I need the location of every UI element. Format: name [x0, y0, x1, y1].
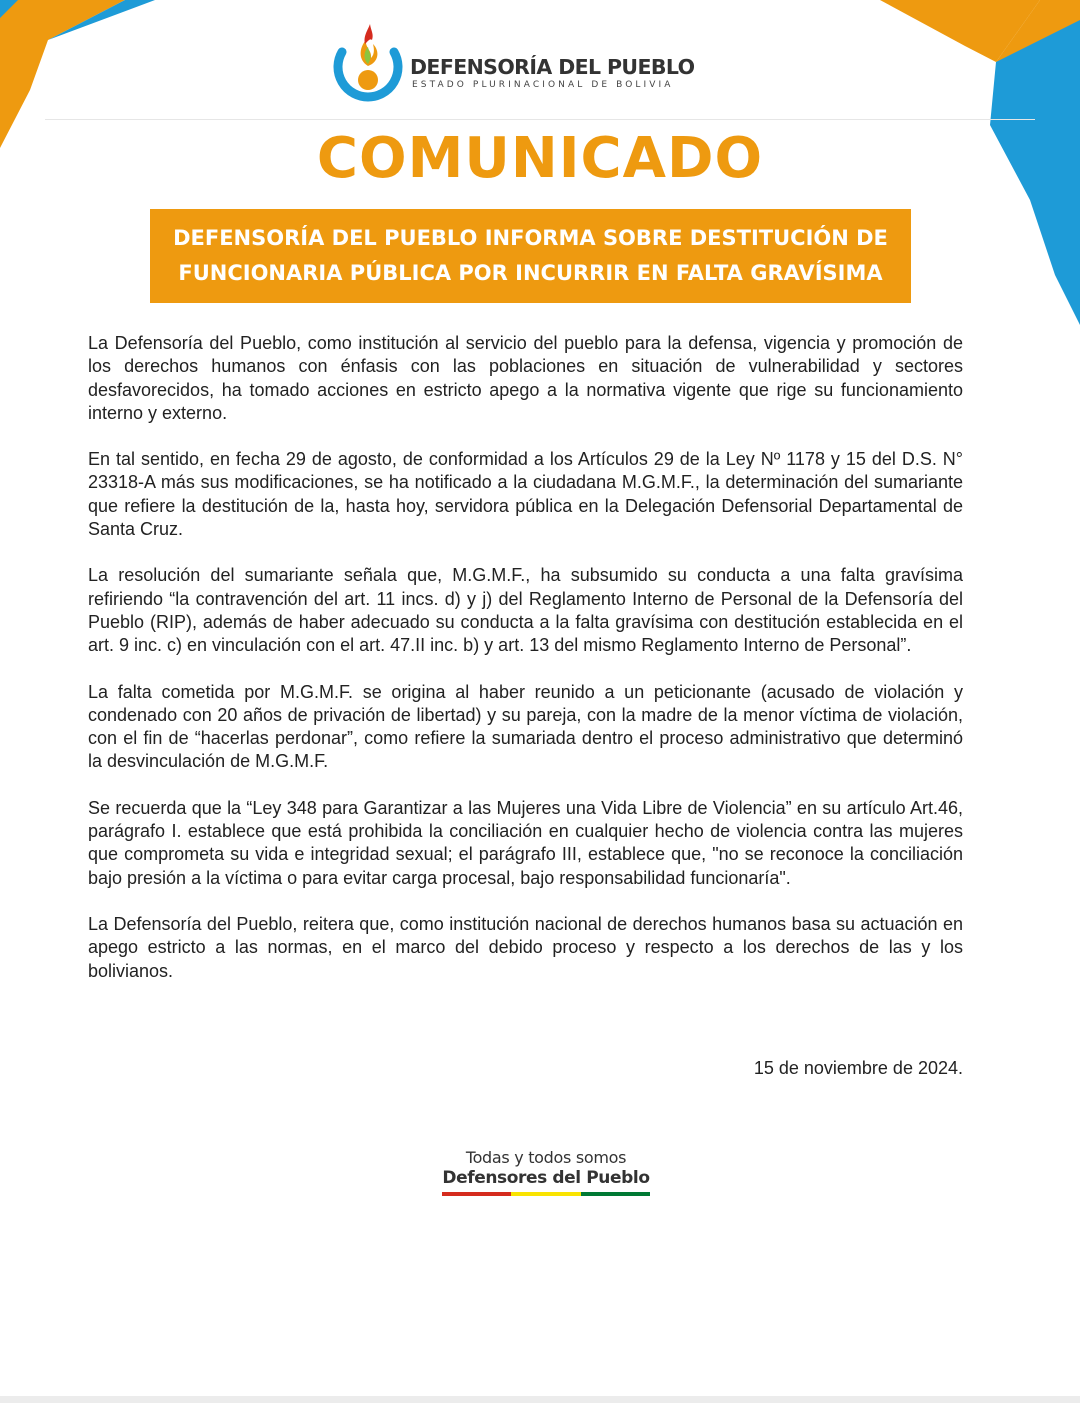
defensoria-emblem-icon — [328, 20, 408, 112]
headline-line-2: FUNCIONARIA PÚBLICA POR INCURRIR EN FALTA GRAVÍSIMA — [178, 261, 883, 285]
paragraph: La falta cometida por M.G.M.F. se origina al haber reunido a un peticionante (acusado de violación y condenado con 20 años de privación de libertad) y su pareja, con la madre de la menor víctima de violación, con el fin de “hacerlas perdonar”, como refiere la sumariada dentro el proceso administrativo que determinó la desvinculación de M.G.M.F. — [88, 681, 963, 772]
bolivian-flag-stripe — [442, 1192, 650, 1196]
headline-line-1: DEFENSORÍA DEL PUEBLO INFORMA SOBRE DESTITUCIÓN DE — [173, 226, 888, 250]
logo-subtitle: ESTADO PLURINACIONAL DE BOLIVIA — [412, 80, 674, 90]
paragraph: La Defensoría del Pueblo, como institución al servicio del pueblo para la defensa, vigencia y promoción de los derechos humanos con énfasis con las poblaciones en situación de vulnerabilidad y sectores desfavorecidos, ha tomado acciones en estricto apego a la normativa vigente que rige su funcionamiento interno y externo. — [88, 333, 963, 423]
flag-green — [581, 1192, 650, 1196]
headline-banner — [150, 209, 911, 303]
flag-red — [442, 1192, 511, 1196]
paragraph: En tal sentido, en fecha 29 de agosto, de conformidad a los Artículos 29 de la Ley Nº 1178 y 15 del D.S. N° 23318-A más sus modificaciones, se ha notificado a la ciudadana M.G.M.F., la determinación del sumariante que refiere la destitución de la, hasta hoy, servidora pública en la Delegación Defensorial Departamental de Santa Cruz. — [88, 449, 963, 540]
page-title: COMUNICADO — [316, 126, 764, 191]
paragraph: La Defensoría del Pueblo, reitera que, como institución nacional de derechos humanos basa su actuación en apego estricto a las normas, en el marco del debido proceso y respecto a los derechos de las y los bolivianos. — [88, 913, 963, 981]
logo — [328, 20, 695, 112]
document-body — [88, 332, 963, 1006]
logo-name: DEFENSORÍA DEL PUEBLO — [410, 55, 695, 79]
header-divider — [45, 119, 1035, 120]
slogan — [442, 1148, 650, 1196]
flag-yellow — [511, 1192, 580, 1196]
document-date: 15 de noviembre de 2024. — [753, 1058, 963, 1078]
paragraph: La resolución del sumariante señala que, M.G.M.F., ha subsumido su conducta a una falta gravísima refiriendo “la contravención del art. 11 incs. d) y j) del Reglamento Interno de Personal de la Defensoría del Pueblo (RIP), además de haber adecuado su conducta a la falta gravísima con destitución establecida en el art. 9 inc. c) en vinculación con el art. 47.II inc. b) y art. 13 del mismo Reglamento Interno de Personal”. — [88, 565, 963, 656]
slogan-line-1: Todas y todos somos — [465, 1148, 627, 1167]
paragraph: Se recuerda que la “Ley 348 para Garantizar a las Mujeres una Vida Libre de Violencia” en su artículo Art.46, parágrafo I. establece que está prohibida la conciliación en cualquier hecho de violencia contra las mujeres que comprometa su vida e integridad sexual; el parágrafo III, establece que, "no se reconoce la conciliación bajo presión a la víctima o para evitar carga procesal, bajo responsabilidad funcionaría". — [88, 797, 963, 888]
bottom-strip — [0, 1396, 1080, 1403]
slogan-line-2: Defensores del Pueblo — [442, 1168, 650, 1188]
